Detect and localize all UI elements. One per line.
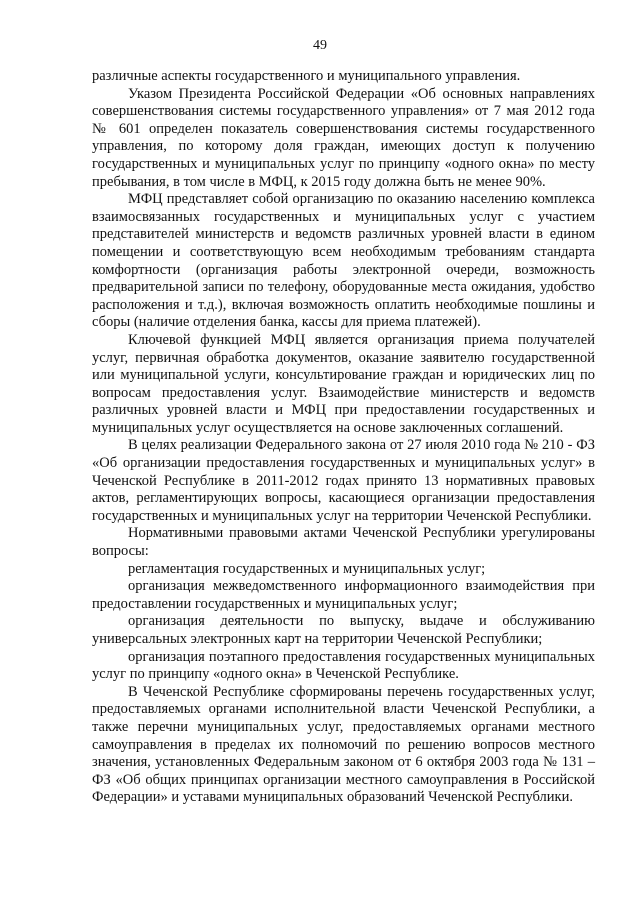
paragraph: Нормативными правовыми актами Чеченской Республики урегулированы вопросы: xyxy=(92,525,595,560)
paragraph: В целях реализации Федерального закона от 27 июля 2010 года № 210 - ФЗ «Об организации предоставления государственных и муниципальных услуг» в Чеченской Республике в 2011-2012 годах принято 13 нормативных правовых актов, регламентирующих вопросы, касающиеся организации предоставления государственных и муниципальных услуг на территории Чеченской Республики. xyxy=(92,437,595,524)
list-item: регламентация государственных и муниципальных услуг; xyxy=(128,560,486,577)
paragraph: В Чеченской Республике сформированы перечень государственных услуг, предоставляемых органами исполнительной власти Чеченской Республики, а также перечни муниципальных услуг, предоставляемых органами местного самоуправления в пределах их полномочий по решению вопросов местного значения, установленных Федеральным законом от 6 октября 2003 года № 131 – ФЗ «Об общих принципах организации местного самоуправления в Российской Федерации» и уставами муниципальных образований Чеченской Республики. xyxy=(92,683,595,806)
paragraph: различные аспекты государственного и муниципального управления. xyxy=(92,68,521,84)
list-item: организация поэтапного предоставления государственных муниципальных услуг по принципу «одного окна» в Чеченской Республике. xyxy=(92,648,595,683)
list-item: организация межведомственного информационного взаимодействия при предоставлении государственных и муниципальных услуг; xyxy=(92,578,595,612)
page-body xyxy=(92,68,595,807)
paragraph: МФЦ представляет собой организацию по оказанию населению комплекса взаимосвязанных государственных и муниципальных услуг с участием представителей министерств и ведомств различных уровней власти в едином помещении и соответствующую всем необходимым требованиям стандарта комфортности (организация работы электронной очереди, возможность предварительной записи по телефону, оборудованные места ожидания, удобство расположения и т.д.), включая возможность оплатить необходимые пошлины и сборы (наличие отделения банка, кассы для приема платежей). xyxy=(92,191,595,331)
paragraph: Ключевой функцией МФЦ является организация приема получателей услуг, первичная обработка документов, оказание заявителю государственной или муниципальной услуги, консультирование граждан и юридических лиц по вопросам предоставления услуг. Взаимодействие министерств и ведомств различных уровней власти и МФЦ при предоставлении государственных и муниципальных услуг осуществляется на основе заключенных соглашений. xyxy=(92,331,595,436)
list-item: организация деятельности по выпуску, выдаче и обслуживанию универсальных электронных карт на территории Чеченской Республики; xyxy=(92,613,595,647)
page-number: 49 xyxy=(313,38,327,53)
paragraph: Указом Президента Российской Федерации «Об основных направлениях совершенствования системы государственного управления» от 7 мая 2012 года № 601 определен показатель совершенствования системы государственного управления, по которому доля граждан, имеющих доступ к получению государственных и муниципальных услуг по принципу «одного окна» по месту пребывания, в том числе в МФЦ, к 2015 году должна быть не менее 90%. xyxy=(92,85,595,190)
